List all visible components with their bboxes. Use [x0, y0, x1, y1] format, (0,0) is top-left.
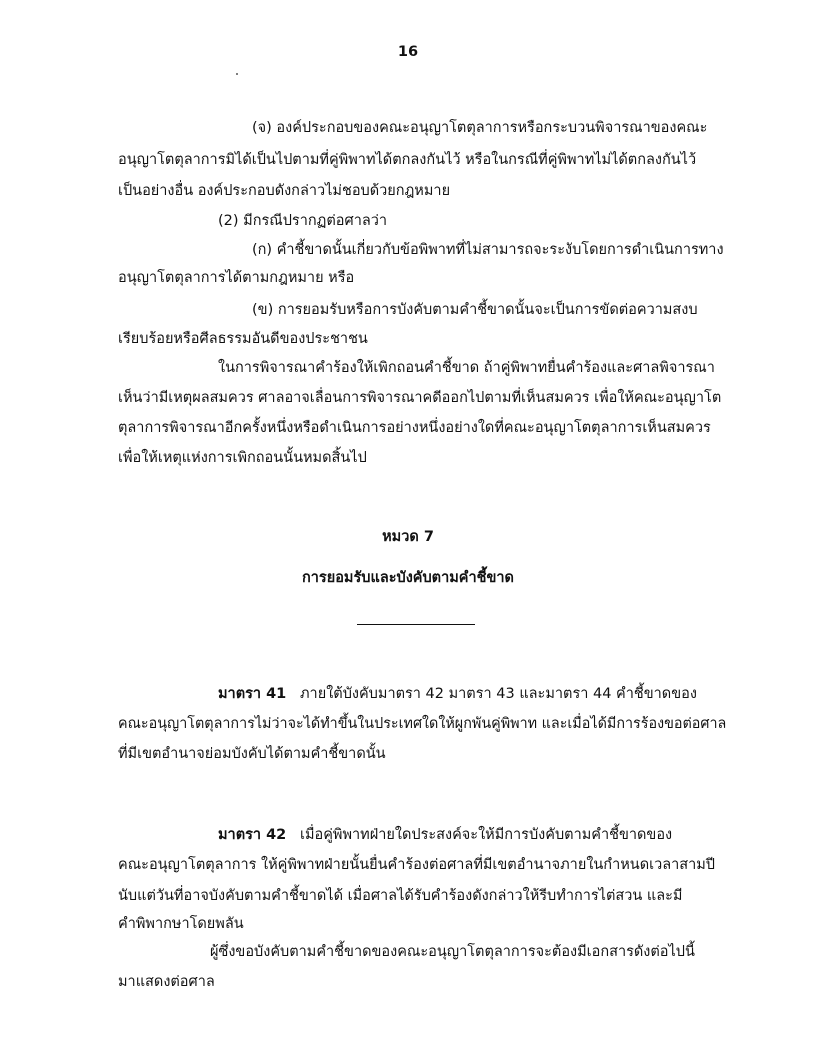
section-41-label: มาตรา 41 — [218, 686, 287, 702]
chapter-number: หมวด 7 — [382, 529, 434, 545]
setaside-line-1: ในการพิจารณาคำร้องให้เพิกถอนคำชี้ขาด ถ้าคู่พิพาทยื่นคำร้องและศาลพิจารณา — [218, 360, 715, 376]
clause-ko-line-1: (ก) คำชี้ขาดนั้นเกี่ยวกับข้อพิพาทที่ไม่สามารถจะระงับโดยการดำเนินการทาง — [252, 242, 724, 258]
clause-cha-line-1: (จ) องค์ประกอบของคณะอนุญาโตตุลาการหรือกระบวนพิจารณาของคณะ — [252, 120, 708, 136]
clause-kho-line-2: เรียบร้อยหรือศีลธรรมอันดีของประชาชน — [118, 331, 368, 347]
setaside-line-3: ตุลาการพิจารณาอีกครั้งหนึ่งหรือดำเนินการอย่างหนึ่งอย่างใดที่คณะอนุญาโตตุลาการเห็นสมควร — [118, 420, 711, 436]
documents-line-1: ผู้ซึ่งขอบังคับตามคำชี้ขาดของคณะอนุญาโตตุลาการจะต้องมีเอกสารดังต่อไปนี้ — [210, 944, 695, 960]
item-2: (2) มีกรณีปรากฏต่อศาลว่า — [218, 213, 388, 229]
page-number: 16 — [397, 44, 419, 60]
documents-line-2: มาแสดงต่อศาล — [118, 974, 215, 990]
clause-ko-line-2: อนุญาโตตุลาการได้ตามกฎหมาย หรือ — [118, 270, 355, 286]
clause-cha-line-3: เป็นอย่างอื่น องค์ประกอบดังกล่าวไม่ชอบด้วยกฎหมาย — [118, 183, 451, 199]
clause-cha-line-2: อนุญาโตตุลาการมิได้เป็นไปตามที่คู่พิพาทได้ตกลงกันไว้ หรือในกรณีที่คู่พิพาทไม่ได้ตกลงกันไว้ — [118, 152, 697, 168]
section-42-line-3: นับแต่วันที่อาจบังคับตามคำชี้ขาดได้ เมื่อศาลได้รับคำร้องดังกล่าวให้รีบทำการไต่สวน และมี — [118, 888, 683, 904]
section-41-line-3: ที่มีเขตอำนาจย่อมบังคับได้ตามคำชี้ขาดนั้น — [118, 746, 386, 762]
setaside-line-2: เห็นว่ามีเหตุผลสมควร ศาลอาจเลื่อนการพิจารณาคดีออกไปตามที่เห็นสมควร เพื่อให้คณะอนุญาโต — [118, 390, 722, 406]
section-42-label: มาตรา 42 — [218, 827, 287, 843]
chapter-divider — [357, 624, 475, 625]
setaside-line-4: เพื่อให้เหตุแห่งการเพิกถอนนั้นหมดสิ้นไป — [118, 450, 367, 466]
scan-speck — [236, 73, 238, 75]
section-42-line-2: คณะอนุญาโตตุลาการ ให้คู่พิพาทฝ่ายนั้นยื่นคำร้องต่อศาลที่มีเขตอำนาจภายในกำหนดเวลาสามปี — [118, 857, 715, 873]
clause-kho-line-1: (ข) การยอมรับหรือการบังคับตามคำชี้ขาดนั้นจะเป็นการขัดต่อความสงบ — [252, 302, 698, 318]
section-42-line-4: คำพิพากษาโดยพลัน — [118, 916, 244, 932]
section-42-line-1: เมื่อคู่พิพาทฝ่ายใดประสงค์จะให้มีการบังคับตามคำชี้ขาดของ — [300, 827, 673, 843]
section-41-line-2: คณะอนุญาโตตุลาการไม่ว่าจะได้ทำขึ้นในประเทศใดให้ผูกพันคู่พิพาท และเมื่อได้มีการร้องขอต่อศาล — [118, 716, 727, 732]
chapter-title: การยอมรับและบังคับตามคำชี้ขาด — [302, 570, 514, 586]
section-41-line-1: ภายใต้บังคับมาตรา 42 มาตรา 43 และมาตรา 44 คำชี้ขาดของ — [300, 686, 697, 702]
